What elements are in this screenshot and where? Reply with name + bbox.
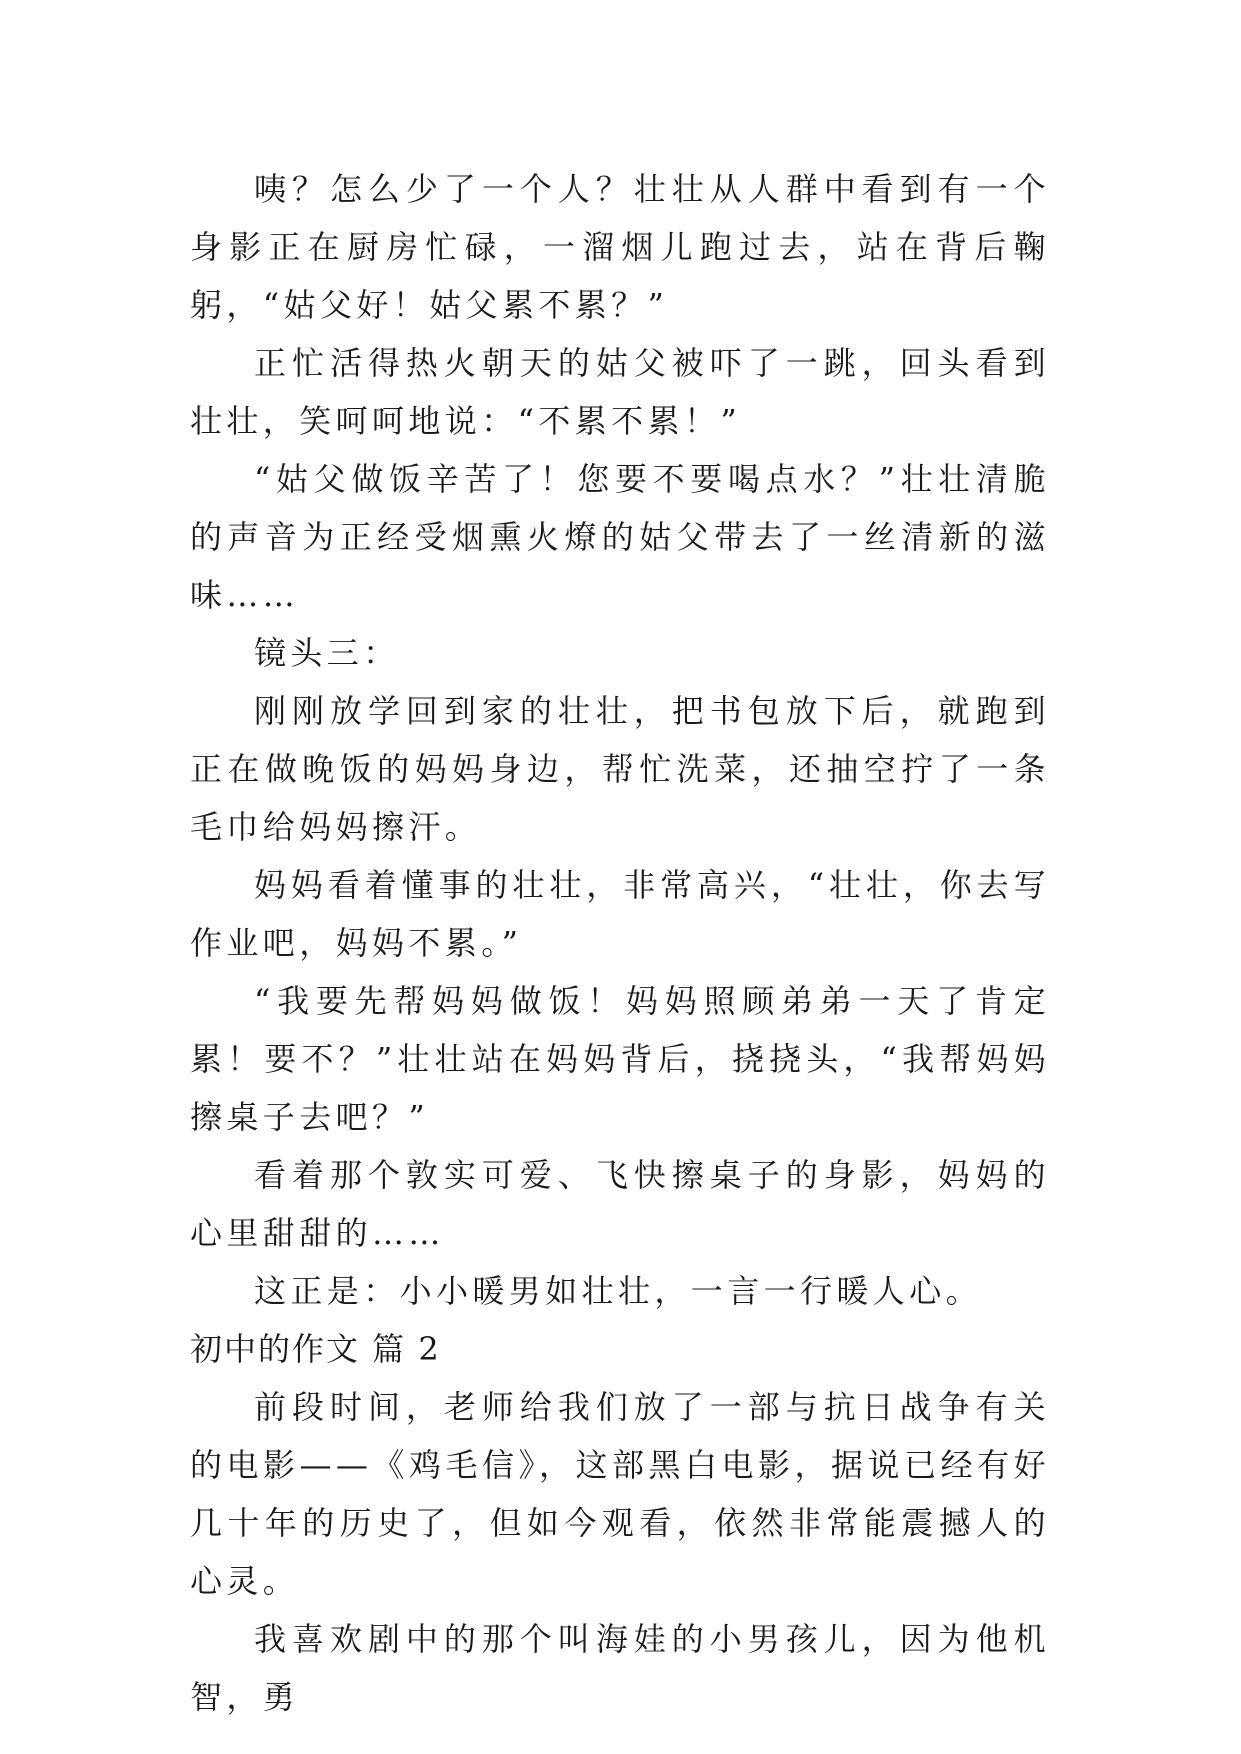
document-body [190, 160, 1050, 1726]
paragraph: 正忙活得热火朝天的姑父被吓了一跳，回头看到壮壮，笑呵呵地说：“不累不累！” [190, 344, 1050, 440]
paragraph: 看着那个敦实可爱、飞快擦桌子的身影，妈妈的心里甜甜的…… [190, 1156, 1050, 1252]
section-heading: 初中的作文 篇 2 [190, 1330, 441, 1368]
paragraph: 这正是：小小暖男如壮壮，一言一行暖人心。 [254, 1272, 983, 1310]
paragraph: “我要先帮妈妈做饭！妈妈照顾弟弟一天了肯定累！要不？”壮壮站在妈妈背后，挠挠头，“我帮妈妈擦桌子去吧？” [190, 982, 1050, 1136]
paragraph: 咦？怎么少了一个人？壮壮从人群中看到有一个身影正在厨房忙碌，一溜烟儿跑过去，站在背后鞠躬，“姑父好！姑父累不累？” [190, 170, 1050, 324]
paragraph: 我喜欢剧中的那个叫海娃的小男孩儿，因为他机智，勇 [190, 1620, 1050, 1716]
paragraph: 刚刚放学回到家的壮壮，把书包放下后，就跑到正在做晚饭的妈妈身边，帮忙洗菜，还抽空拧了一条毛巾给妈妈擦汗。 [190, 692, 1050, 846]
paragraph: 前段时间，老师给我们放了一部与抗日战争有关的电影——《鸡毛信》，这部黑白电影，据说已经有好几十年的历史了，但如今观看，依然非常能震撼人的心灵。 [190, 1388, 1050, 1600]
paragraph: “姑父做饭辛苦了！您要不要喝点水？”壮壮清脆的声音为正经受烟熏火燎的姑父带去了一丝清新的滋味…… [190, 460, 1050, 614]
paragraph: 镜头三： [254, 634, 400, 672]
paragraph: 妈妈看着懂事的壮壮，非常高兴，“壮壮，你去写作业吧，妈妈不累。” [190, 866, 1050, 962]
